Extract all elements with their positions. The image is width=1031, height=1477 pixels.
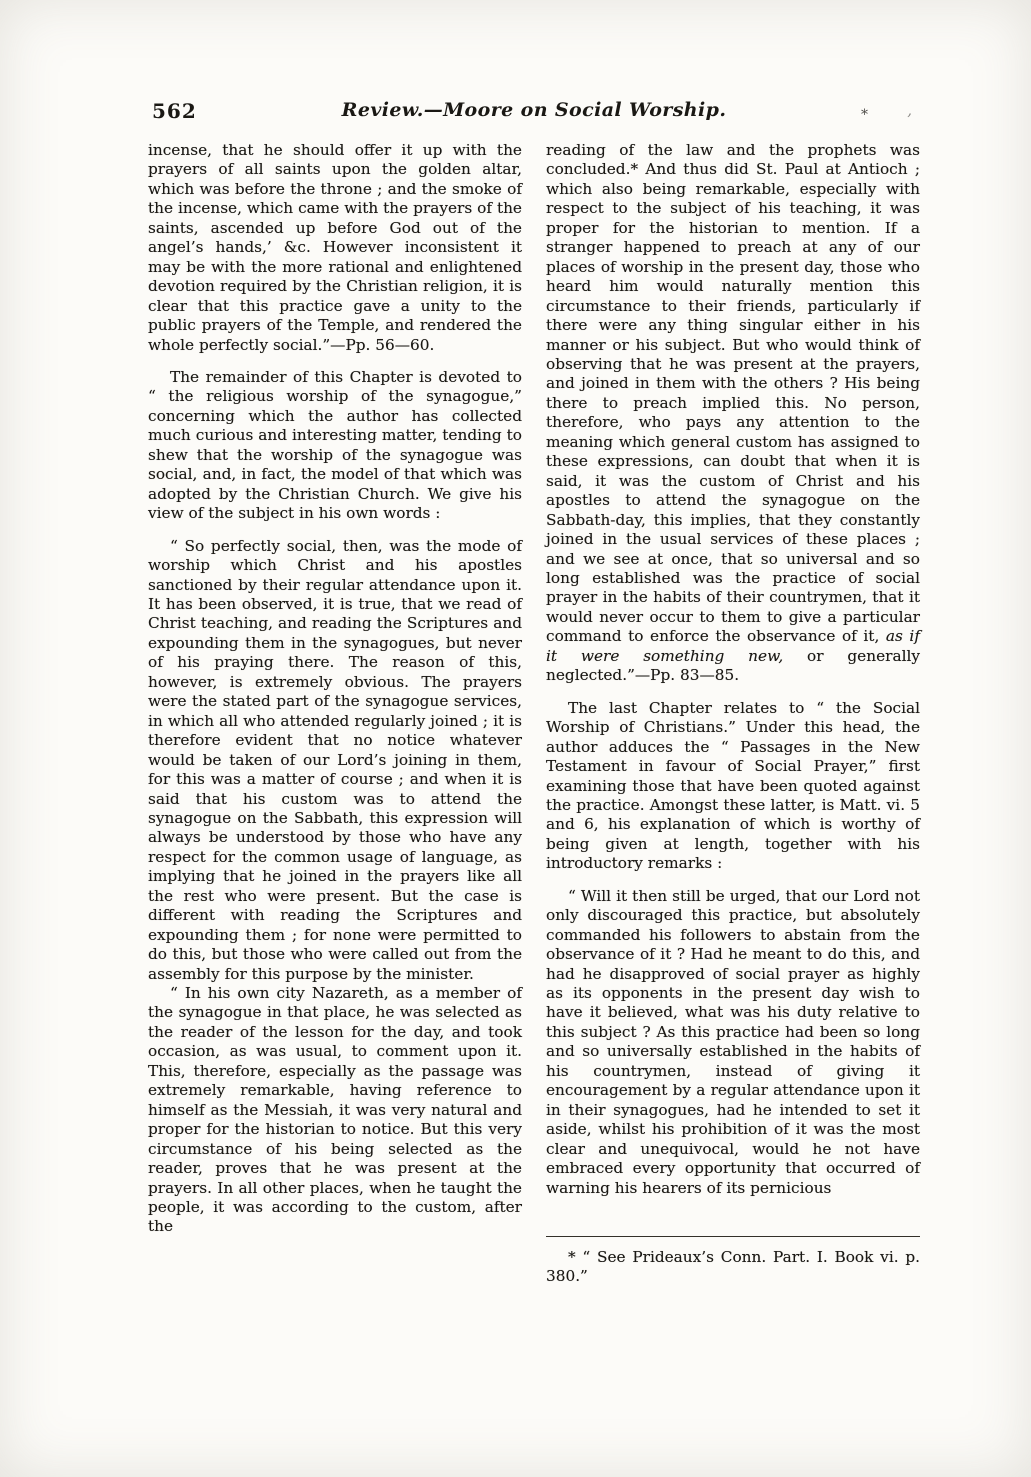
text-columns <box>148 141 920 1287</box>
text-run: incense, that he should offer it up with the prayers of all saints upon the golden altar, which was before the throne ; and the smoke of the incense, which came with the prayers of the saints, ascended up before God out of the angel’s hands,’ &c. However inconsistent it may be with the more rational and enlightened devotion required by the Christian religion, it is clear that this practice gave a unity to the public prayers of the Temple, and rendered the whole perfectly social.”—Pp. 56—60. <box>148 141 522 354</box>
paragraph <box>148 368 522 524</box>
scan-artifact-star: * <box>861 107 868 123</box>
paragraph <box>148 984 522 1237</box>
running-title: Review.—Moore on Social Worship. <box>341 99 727 121</box>
text-run: The last Chapter relates to “ the Social Worship of Christians.” Under this head, the author adduces the “ Passages in the New Testament in favour of Social Prayer,” first examining those that have been quoted against the practice. Amongst these latter, is Matt. vi. 5 and 6, his explanation of which is worthy of being given at length, together with his introductory remarks : <box>546 698 920 873</box>
paragraph <box>148 141 522 355</box>
text-run: The remainder of this Chapter is devoted to “ the religious worship of the synagogue,” concerning which the author has collected much curious and interesting matter, tending to shew that the worship of the synagogue was social, and, in fact, the model of that which was adopted by the Christian Church. We give his view of the subject in his own words : <box>148 367 522 523</box>
text-run: “ So perfectly social, then, was the mode of worship which Christ and his apostles sanctioned by their regular attendance upon it. It has been observed, it is true, that we read of Christ teaching, and reading the Scriptures and expounding them in the synagogues, but never of his praying there. The reason of this, however, is extremely obvious. The prayers were the stated part of the synagogue services, in which all who attended regularly joined ; it is therefore evident that no notice whatever would be taken of our Lord’s joining in them, for this was a matter of course ; and when it is said that his custom was to attend the synagogue on the Sabbath, this expression will always be understood by those who have any respect for the common usage of language, as implying that he joined in the prayers like all the rest who were present. But the case is different with reading the Scriptures and expounding them ; for none were permitted to do this, but those who were called out from the assembly for this purpose by the minister. <box>148 536 522 983</box>
page-header <box>148 97 920 129</box>
footnote-text: * “ See Prideaux’s Conn. Part. I. Book vi. p. 380.” <box>546 1248 920 1286</box>
right-column <box>546 141 920 1287</box>
page-number: 562 <box>152 99 197 123</box>
scan-artifact-comma: , <box>907 101 912 119</box>
text-run: or generally neglected.”—Pp. 83—85. <box>546 646 920 685</box>
paragraph <box>546 887 920 1198</box>
text-run: “ In his own city Nazareth, as a member of the synagogue in that place, he was selected as the reader of the lesson for the day, and took occasion, as was usual, to comment upon it. This, therefore, especially as the passage was extremely remarkable, having reference to himself as the Messiah, it was very natural and proper for the historian to notice. But this very circumstance of his being selected as the reader, proves that he was present at the prayers. In all other places, when he taught the people, it was according to the custom, after the <box>148 984 522 1236</box>
left-column <box>148 141 522 1287</box>
paragraph <box>546 141 920 686</box>
text-run: “ Will it then still be urged, that our Lord not only discouraged this practice, but absolutely commanded his followers to abstain from the observance of it ? Had he meant to do this, and had he disapproved of social prayer as highly as its opponents in the present day wish to have it believed, what was his duty relative to this subject ? As this practice had been so long and so universally established in the habits of his countrymen, instead of giving it encouragement by a regular attendance upon it in their synagogues, had he intended to set it aside, whilst his prohibition of it was the most clear and unequivocal, would he not have embraced every opportunity that occurred of warning his hearers of its pernicious <box>546 886 920 1197</box>
paragraph <box>546 699 920 874</box>
italic-text-run: as if it were something new, <box>546 627 920 665</box>
text-run: reading of the law and the prophets was concluded.* And thus did St. Paul at Antioch ; which also being remarkable, especially with respect to the subject of his teaching, it was proper for the historian to mention. If a stranger happened to preach at any of our places of worship in the present day, those who heard him would naturally mention this circumstance to their friends, particularly if there were any thing singular either in his manner or his subject. But who would think of observing that he was present at the prayers, and joined in them with the others ? His being there to preach implied this. No person, therefore, who pays any attention to the meaning which general custom has assigned to these expressions, can doubt that when it is said, it was the custom of Christ and his apostles to attend the synagogue on the Sabbath-day, this implies, that they constantly joined in the usual services of these places ; and we see at once, that so universal and so long established was the practice of social prayer in the habits of their countrymen, that it would never occur to them to give a particular command to enforce the observance of it, <box>546 141 920 646</box>
footnote-separator <box>546 1236 920 1237</box>
paragraph <box>148 537 522 984</box>
